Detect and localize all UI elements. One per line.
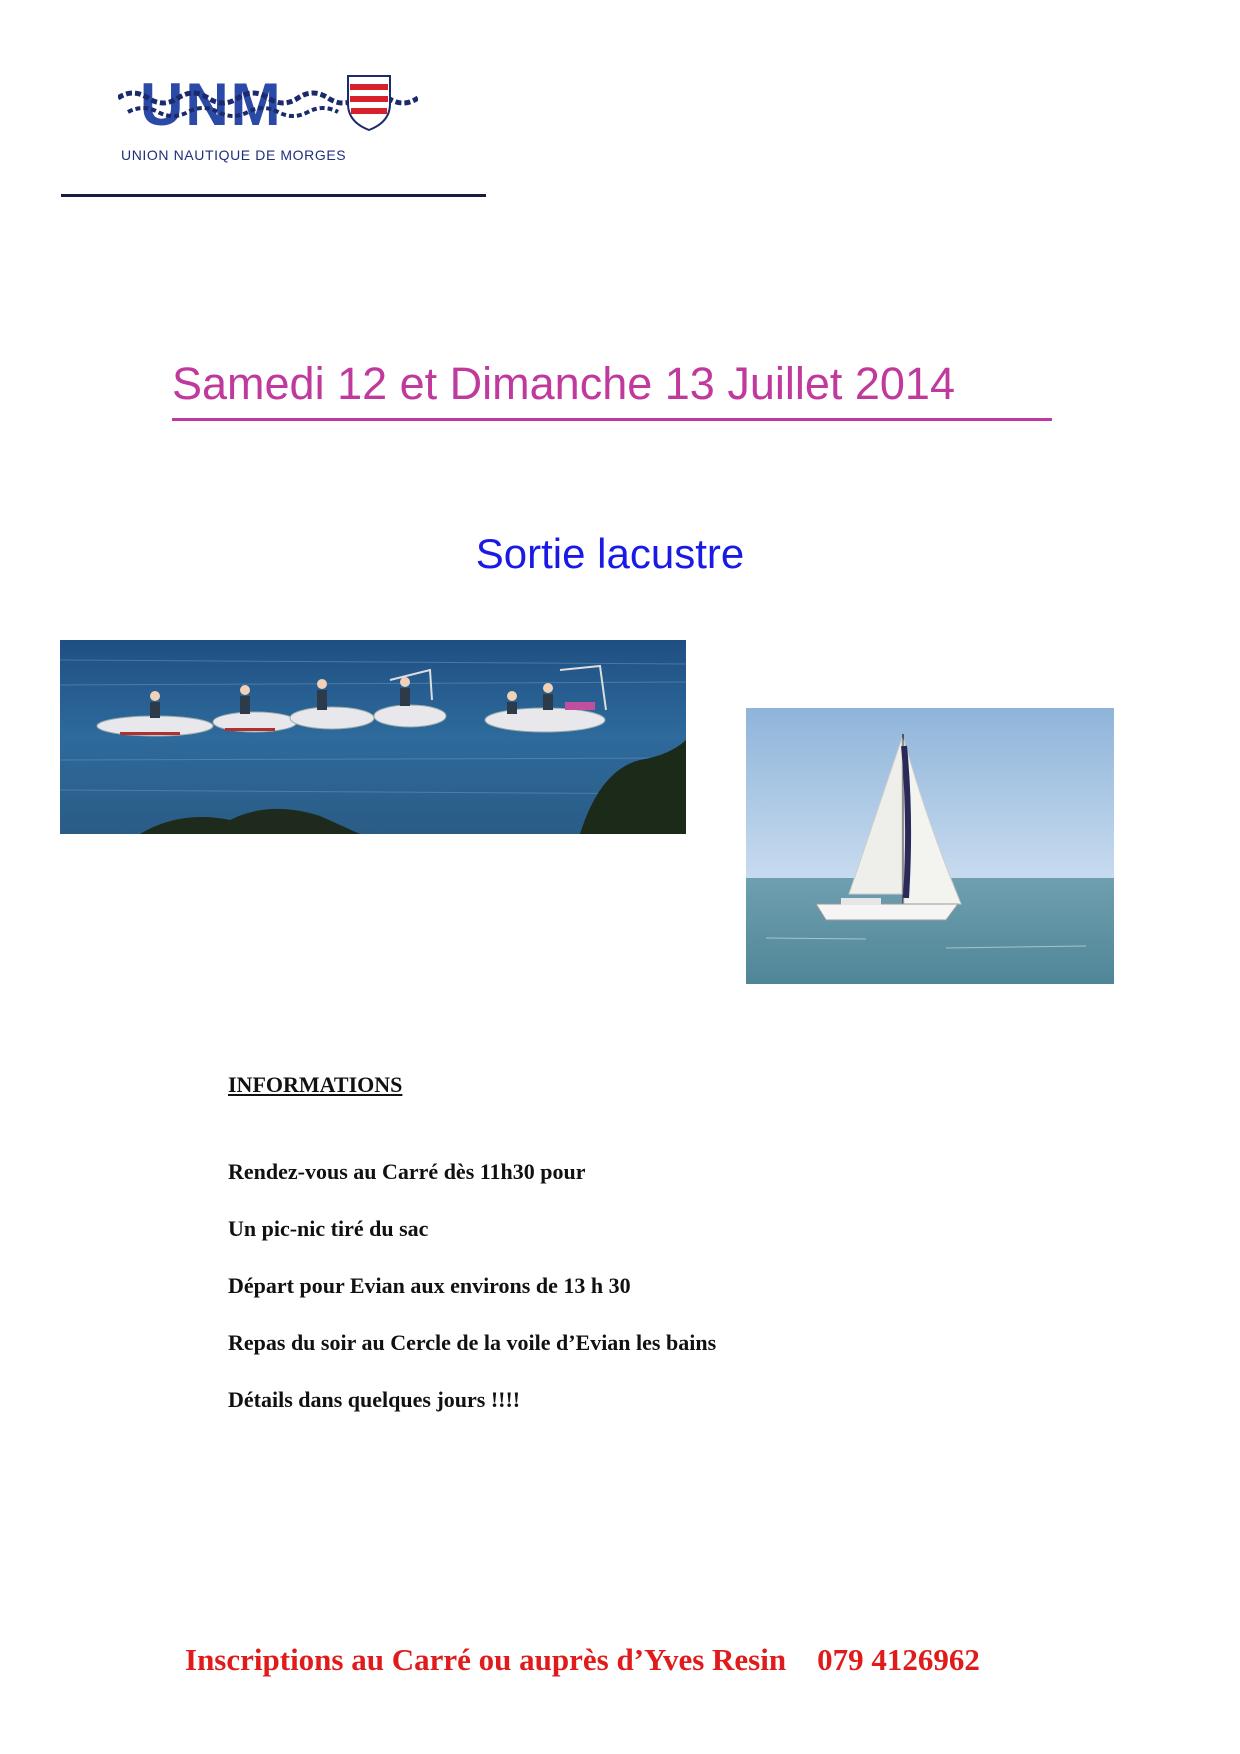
footer-phone: 079 4126962 <box>817 1642 980 1677</box>
footer-text: Inscriptions au Carré ou auprès d’Yves Resin <box>185 1642 787 1677</box>
photo-boats-icon <box>60 640 686 834</box>
date-title: Samedi 12 et Dimanche 13 Juillet 2014 <box>172 358 955 409</box>
unm-logo-mark-icon <box>118 70 418 145</box>
photo-sailboat-icon <box>746 708 1114 984</box>
info-list <box>228 1154 716 1439</box>
info-item: Détails dans quelques jours !!!! <box>228 1387 521 1412</box>
event-subtitle: Sortie lacustre <box>475 530 745 577</box>
info-item: Un pic-nic tiré du sac <box>228 1216 429 1241</box>
info-heading: INFORMATIONS <box>228 1072 403 1097</box>
logo-caption: UNION NAUTIQUE DE MORGES <box>121 147 347 163</box>
unm-logo <box>118 70 418 170</box>
info-item: Départ pour Evian aux environs de 13 h 30 <box>228 1273 631 1298</box>
info-item: Repas du soir au Cercle de la voile d’Evian les bains <box>228 1330 717 1355</box>
header-divider <box>61 194 486 197</box>
logo-letters: UNM <box>140 71 283 138</box>
date-title-underline <box>172 418 1052 421</box>
registration-footer <box>185 1642 980 1678</box>
info-item: Rendez-vous au Carré dès 11h30 pour <box>228 1159 586 1184</box>
